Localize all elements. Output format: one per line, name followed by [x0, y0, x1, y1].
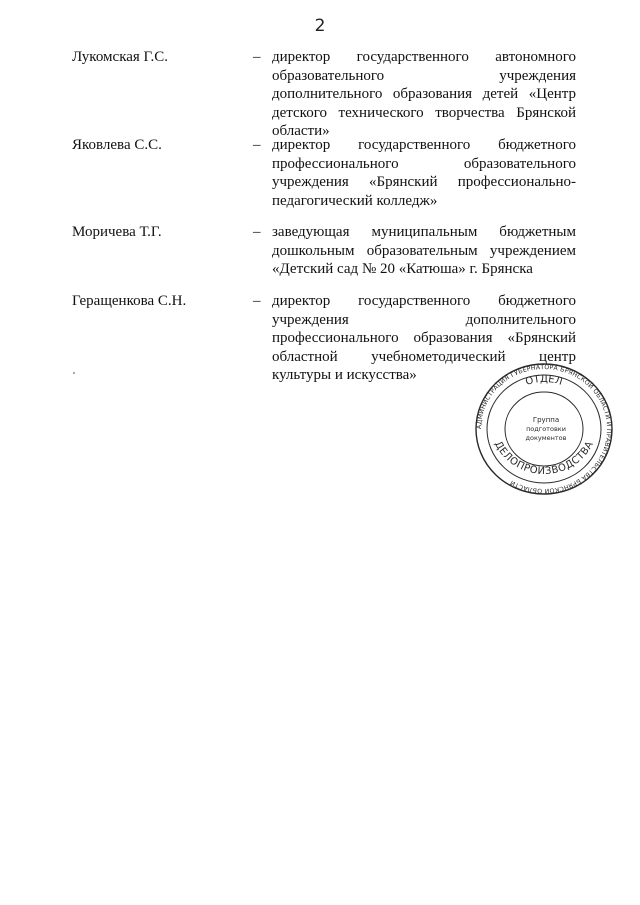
dash-separator: – — [253, 137, 261, 153]
person-name: Лукомская Г.С. — [72, 49, 169, 65]
person-position: директор государственного бюджетного учреждения дополнительного профессионального образования «Брянский областной учебнометодический центр культуры и искусства» — [272, 293, 576, 383]
svg-text:ДЕЛОПРОИЗВОДСТВА — [492, 439, 596, 477]
stamp-department-name: ДЕЛОПРОИЗВОДСТВА — [491, 439, 597, 478]
page-number: 2 — [314, 16, 326, 36]
svg-text:ОТДЕЛ — [524, 374, 563, 388]
person-position: директор государственного бюджетного профессионального образовательного учреждения «Брянский профессионально-педагогический колледж» — [272, 137, 576, 209]
official-stamp — [474, 362, 614, 496]
stamp-department: ОТДЕЛ — [524, 373, 564, 388]
stamp-center-line3: документов — [525, 434, 567, 442]
dash-separator: – — [253, 293, 261, 309]
stamp-center-line1: Группа — [532, 416, 560, 424]
stamp-outer-text: АДМИНИСТРАЦИЯ ГУБЕРНАТОРА БРЯНСКОЙ ОБЛАСТИ И ПРАВИТЕЛЬСТВА БРЯНСКОЙ ОБЛАСТИ — [475, 363, 613, 495]
person-name: Геращенкова С.Н. — [72, 293, 187, 309]
stamp-seal-icon — [474, 362, 614, 496]
scan-speck — [73, 372, 75, 374]
person-position: директор государственного автономного образовательного учреждения дополнительного образования детей «Центр детского технического творчества Брянской области» — [272, 49, 576, 139]
stamp-center-line2: подготовки — [526, 425, 566, 433]
person-position: заведующая муниципальным бюджетным дошкольным образовательным учреждением «Детский сад № 20 «Катюша» г. Брянска — [272, 224, 576, 277]
dash-separator: – — [253, 224, 261, 240]
person-name: Моричева Т.Г. — [72, 224, 162, 240]
person-name: Яковлева С.С. — [72, 137, 162, 153]
dash-separator: – — [253, 49, 261, 65]
